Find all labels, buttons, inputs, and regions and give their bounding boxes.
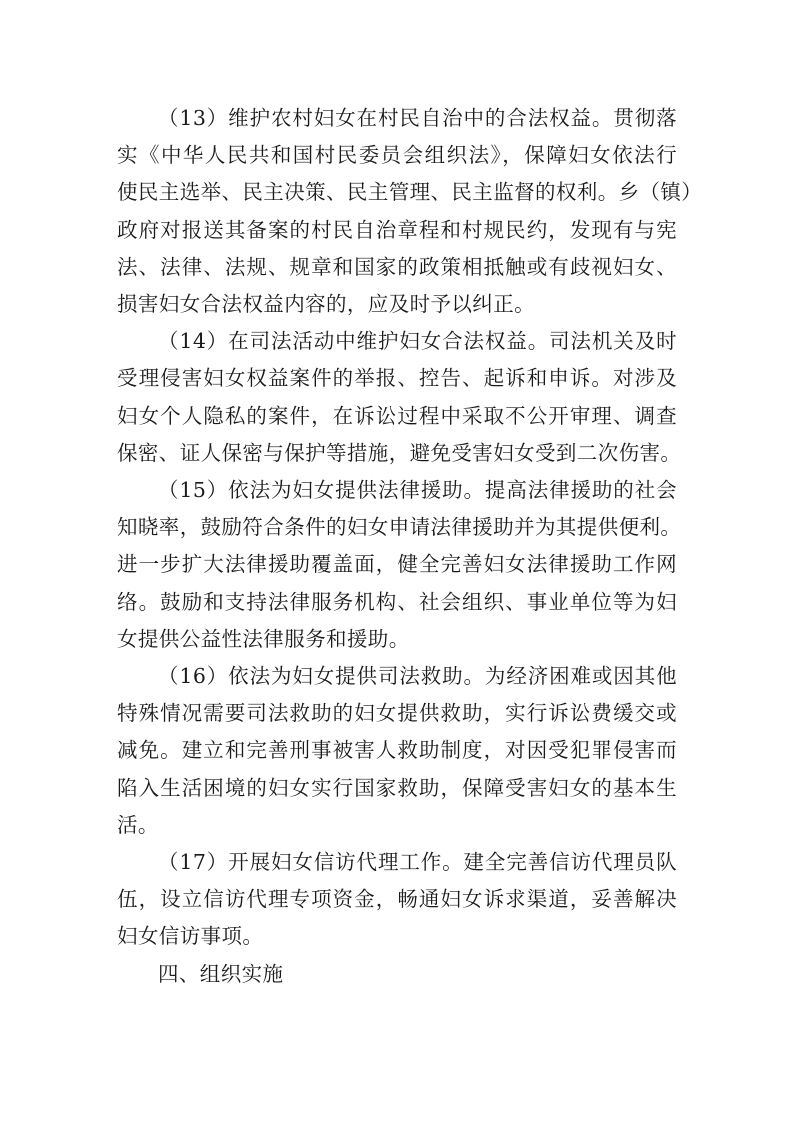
paragraph-line: 保密、证人保密与保护等措施，避免受害妇女受到二次伤害。 xyxy=(117,440,682,465)
paragraph-line: 络。鼓励和支持法律服务机构、社会组织、事业单位等为妇 xyxy=(117,589,677,614)
paragraph-line: 使民主选举、民主决策、民主管理、民主监督的权利。乡（镇） xyxy=(117,180,703,205)
paragraph-line: 减免。建立和完善刑事被害人救助制度，对因受犯罪侵害而 xyxy=(117,738,677,763)
paragraph-13 xyxy=(117,100,703,323)
paragraph-line: 进一步扩大法律援助覆盖面，健全完善妇女法律援助工作网 xyxy=(117,552,677,577)
paragraph-line: 实《中华人民共和国村民委员会组织法》，保障妇女依法行 xyxy=(117,143,677,168)
paragraph-14 xyxy=(117,323,682,472)
paragraph-line: （17）开展妇女信访代理工作。建全完善信访代理员队 xyxy=(158,850,677,875)
paragraph-line: 伍，设立信访代理专项资金，畅通妇女诉求渠道，妥善解决 xyxy=(117,887,677,912)
paragraph-17 xyxy=(117,844,677,956)
paragraph-line: 妇女信访事项。 xyxy=(117,924,264,949)
paragraph-line: 受理侵害妇女权益案件的举报、控告、起诉和申诉。对涉及 xyxy=(117,366,677,391)
paragraph-line: 知晓率，鼓励符合条件的妇女申请法律援助并为其提供便利。 xyxy=(117,515,682,540)
paragraph-line: 活。 xyxy=(117,812,159,837)
paragraph-line: 妇女个人隐私的案件，在诉讼过程中采取不公开审理、调查 xyxy=(117,403,677,428)
paragraph-line: （14）在司法活动中维护妇女合法权益。司法机关及时 xyxy=(158,329,677,354)
paragraph-line: （13）维护农村妇女在村民自治中的合法权益。贯彻落 xyxy=(158,106,677,130)
paragraph-line: （16）依法为妇女提供司法救助。为经济困难或因其他 xyxy=(158,664,677,689)
section-heading: 四、组织实施 xyxy=(158,961,284,986)
document-body xyxy=(117,100,703,993)
paragraph-line: 特殊情况需要司法救助的妇女提供救助，实行诉讼费缓交或 xyxy=(117,701,677,726)
paragraph-line: 女提供公益性法律服务和援助。 xyxy=(117,626,410,651)
paragraph-line: 陷入生活困境的妇女实行国家救助，保障受害妇女的基本生 xyxy=(117,775,677,800)
paragraph-line: 政府对报送其备案的村民自治章程和村规民约，发现有与宪 xyxy=(117,217,677,242)
paragraph-line: 损害妇女合法权益内容的，应及时予以纠正。 xyxy=(117,292,535,317)
paragraph-line: （15）依法为妇女提供法律援助。提高法律援助的社会 xyxy=(158,478,677,503)
paragraph-16 xyxy=(117,658,677,844)
paragraph-15 xyxy=(117,472,682,658)
paragraph-line: 法、法律、法规、规章和国家的政策相抵触或有歧视妇女、 xyxy=(117,254,677,279)
